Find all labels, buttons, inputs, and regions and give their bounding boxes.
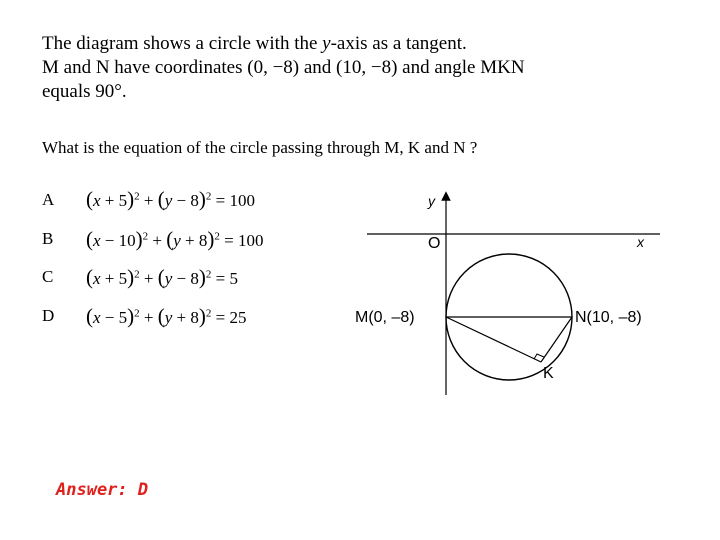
option-b-equation: $(x - 10)^2 + (y + 8)^2 = 100$ (86, 227, 264, 251)
option-d-equation: $(x - 5)^2 + (y + 8)^2 = 25$ (86, 304, 247, 328)
segment-mk (446, 317, 541, 362)
option-a-letter: A (42, 190, 55, 209)
answer-text: Answer: D (56, 480, 149, 500)
point-n-label: N(10, –8) (575, 309, 642, 326)
question-prompt: What is the equation of the circle passing through M, K and N ? (42, 138, 478, 157)
right-angle-marker (534, 354, 544, 359)
x-axis-label: x (637, 234, 644, 250)
question-line-3: equals 90°. (42, 81, 127, 102)
option-c-equation: $(x + 5)^2 + (y - 8)^2 = 5$ (86, 265, 238, 289)
option-a-equation: $(x + 5)^2 + (y - 8)^2 = 100$ (86, 187, 255, 211)
option-d-letter: D (42, 306, 55, 325)
origin-label: O (428, 235, 441, 252)
question-line-1: The diagram shows a circle with the y-axis as a tangent. (42, 33, 467, 54)
point-m-label: M(0, –8) (355, 309, 415, 326)
question-line-2: M and N have coordinates (0, −8) and (10, −8) and angle MKN (42, 57, 525, 78)
y-axis-label: y (428, 193, 435, 209)
point-k-label: K (543, 365, 554, 382)
option-c-letter: C (42, 267, 54, 286)
option-b-letter: B (42, 229, 54, 248)
